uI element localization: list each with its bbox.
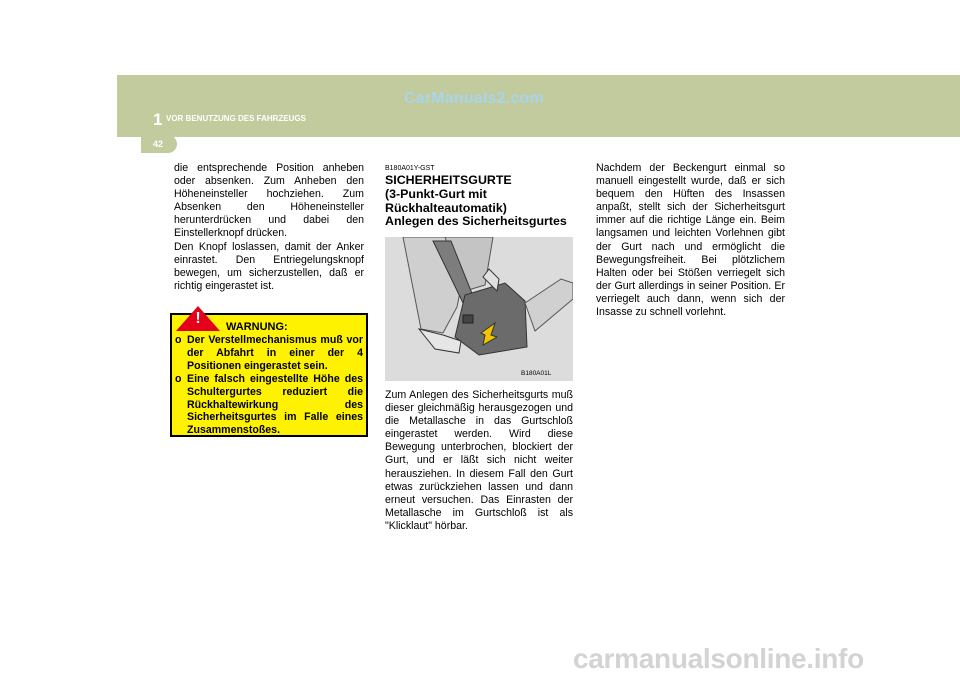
chapter-title: VOR BENUTZUNG DES FAHRZEUGS bbox=[166, 114, 307, 123]
section-title-line: (3-Punkt-Gurt mit bbox=[385, 186, 487, 201]
warning-exclamation-icon: ! bbox=[195, 310, 201, 327]
section-title-line: SICHERHEITSGURTE bbox=[385, 173, 512, 187]
warning-item bbox=[175, 334, 363, 372]
warning-title: WARNUNG: bbox=[226, 321, 288, 333]
section-title-line: Anlegen des Sicherheitsgurtes bbox=[385, 214, 567, 229]
warning-item-text: Der Verstellmechanismus muß vor der Abfahrt in einer der 4 Positionen eingerastet sein. bbox=[187, 334, 363, 372]
warning-bullet: o bbox=[175, 373, 182, 385]
page-number: 42 bbox=[153, 139, 164, 149]
section-code: B180A01Y-GST bbox=[385, 165, 435, 172]
figure-code: B180A01L bbox=[521, 370, 552, 377]
header-watermark-logo[interactable]: CarManuals2.com bbox=[404, 90, 544, 107]
seatbelt-illustration bbox=[385, 237, 573, 381]
section-title-line: Rückhalteautomatik) bbox=[385, 200, 507, 215]
chapter-number: 1 bbox=[153, 110, 163, 129]
warning-bullet: o bbox=[175, 334, 182, 346]
footer-watermark[interactable]: carmanualsonline.info bbox=[573, 643, 864, 674]
seatbelt-illustration-svg bbox=[385, 237, 573, 381]
column2-paragraph: Zum Anlegen des Sicherheitsgurts muß dieser gleichmäßig herausgezogen und die Metallasche in das Gurtschloß eingerastet werden. Wird diese Bewegung unterbrochen, blockiert der Gurt, und er läßt sich nicht weiter herausziehen. In diesem Fall den Gurt etwas zurückziehen lassen und dann erneut versuchen. Das Einrasten der Metallasche im Gurtschloß ist als "Klicklaut" hörbar. bbox=[385, 389, 573, 532]
warning-item bbox=[175, 373, 363, 437]
column1-paragraph: die entsprechende Position anheben oder absenken. Zum Anheben den Höheneinsteller hochziehen. Zum Absenken den Höheneinsteller herunterdrücken und dabei den Einstellerknopf drücken. Den Knopf loslassen, damit der Anker einrastet. Den Entriegelungsknopf bewegen, um sicherzustellen, daß er richtig eingerastet ist. bbox=[174, 162, 364, 292]
column3-paragraph: Nachdem der Beckengurt einmal so manuell eingestellt wurde, daß er sich bequem den Hüften des Insassen anpaßt, stellt sich der Sicherheitsgurt immer auf die richtige Länge ein. Beim langsamen und leichten Vorlehnen gibt der Gurt nach und ermöglicht die Bewegungsfreiheit. Bei plötzlichem Halten oder bei Stößen verriegelt sich der Gurt allerdings in seiner Position. Er verriegelt auch dann, wenn sich der Insasse zu schnell vorlehnt. bbox=[596, 162, 785, 319]
warning-item-text: Eine falsch eingestellte Höhe des Schultergurtes reduziert die Rückhaltewirkung des Sicherheitsgurtes im Falle eines Zusammenstoßes. bbox=[187, 373, 363, 437]
section-title bbox=[385, 174, 585, 229]
